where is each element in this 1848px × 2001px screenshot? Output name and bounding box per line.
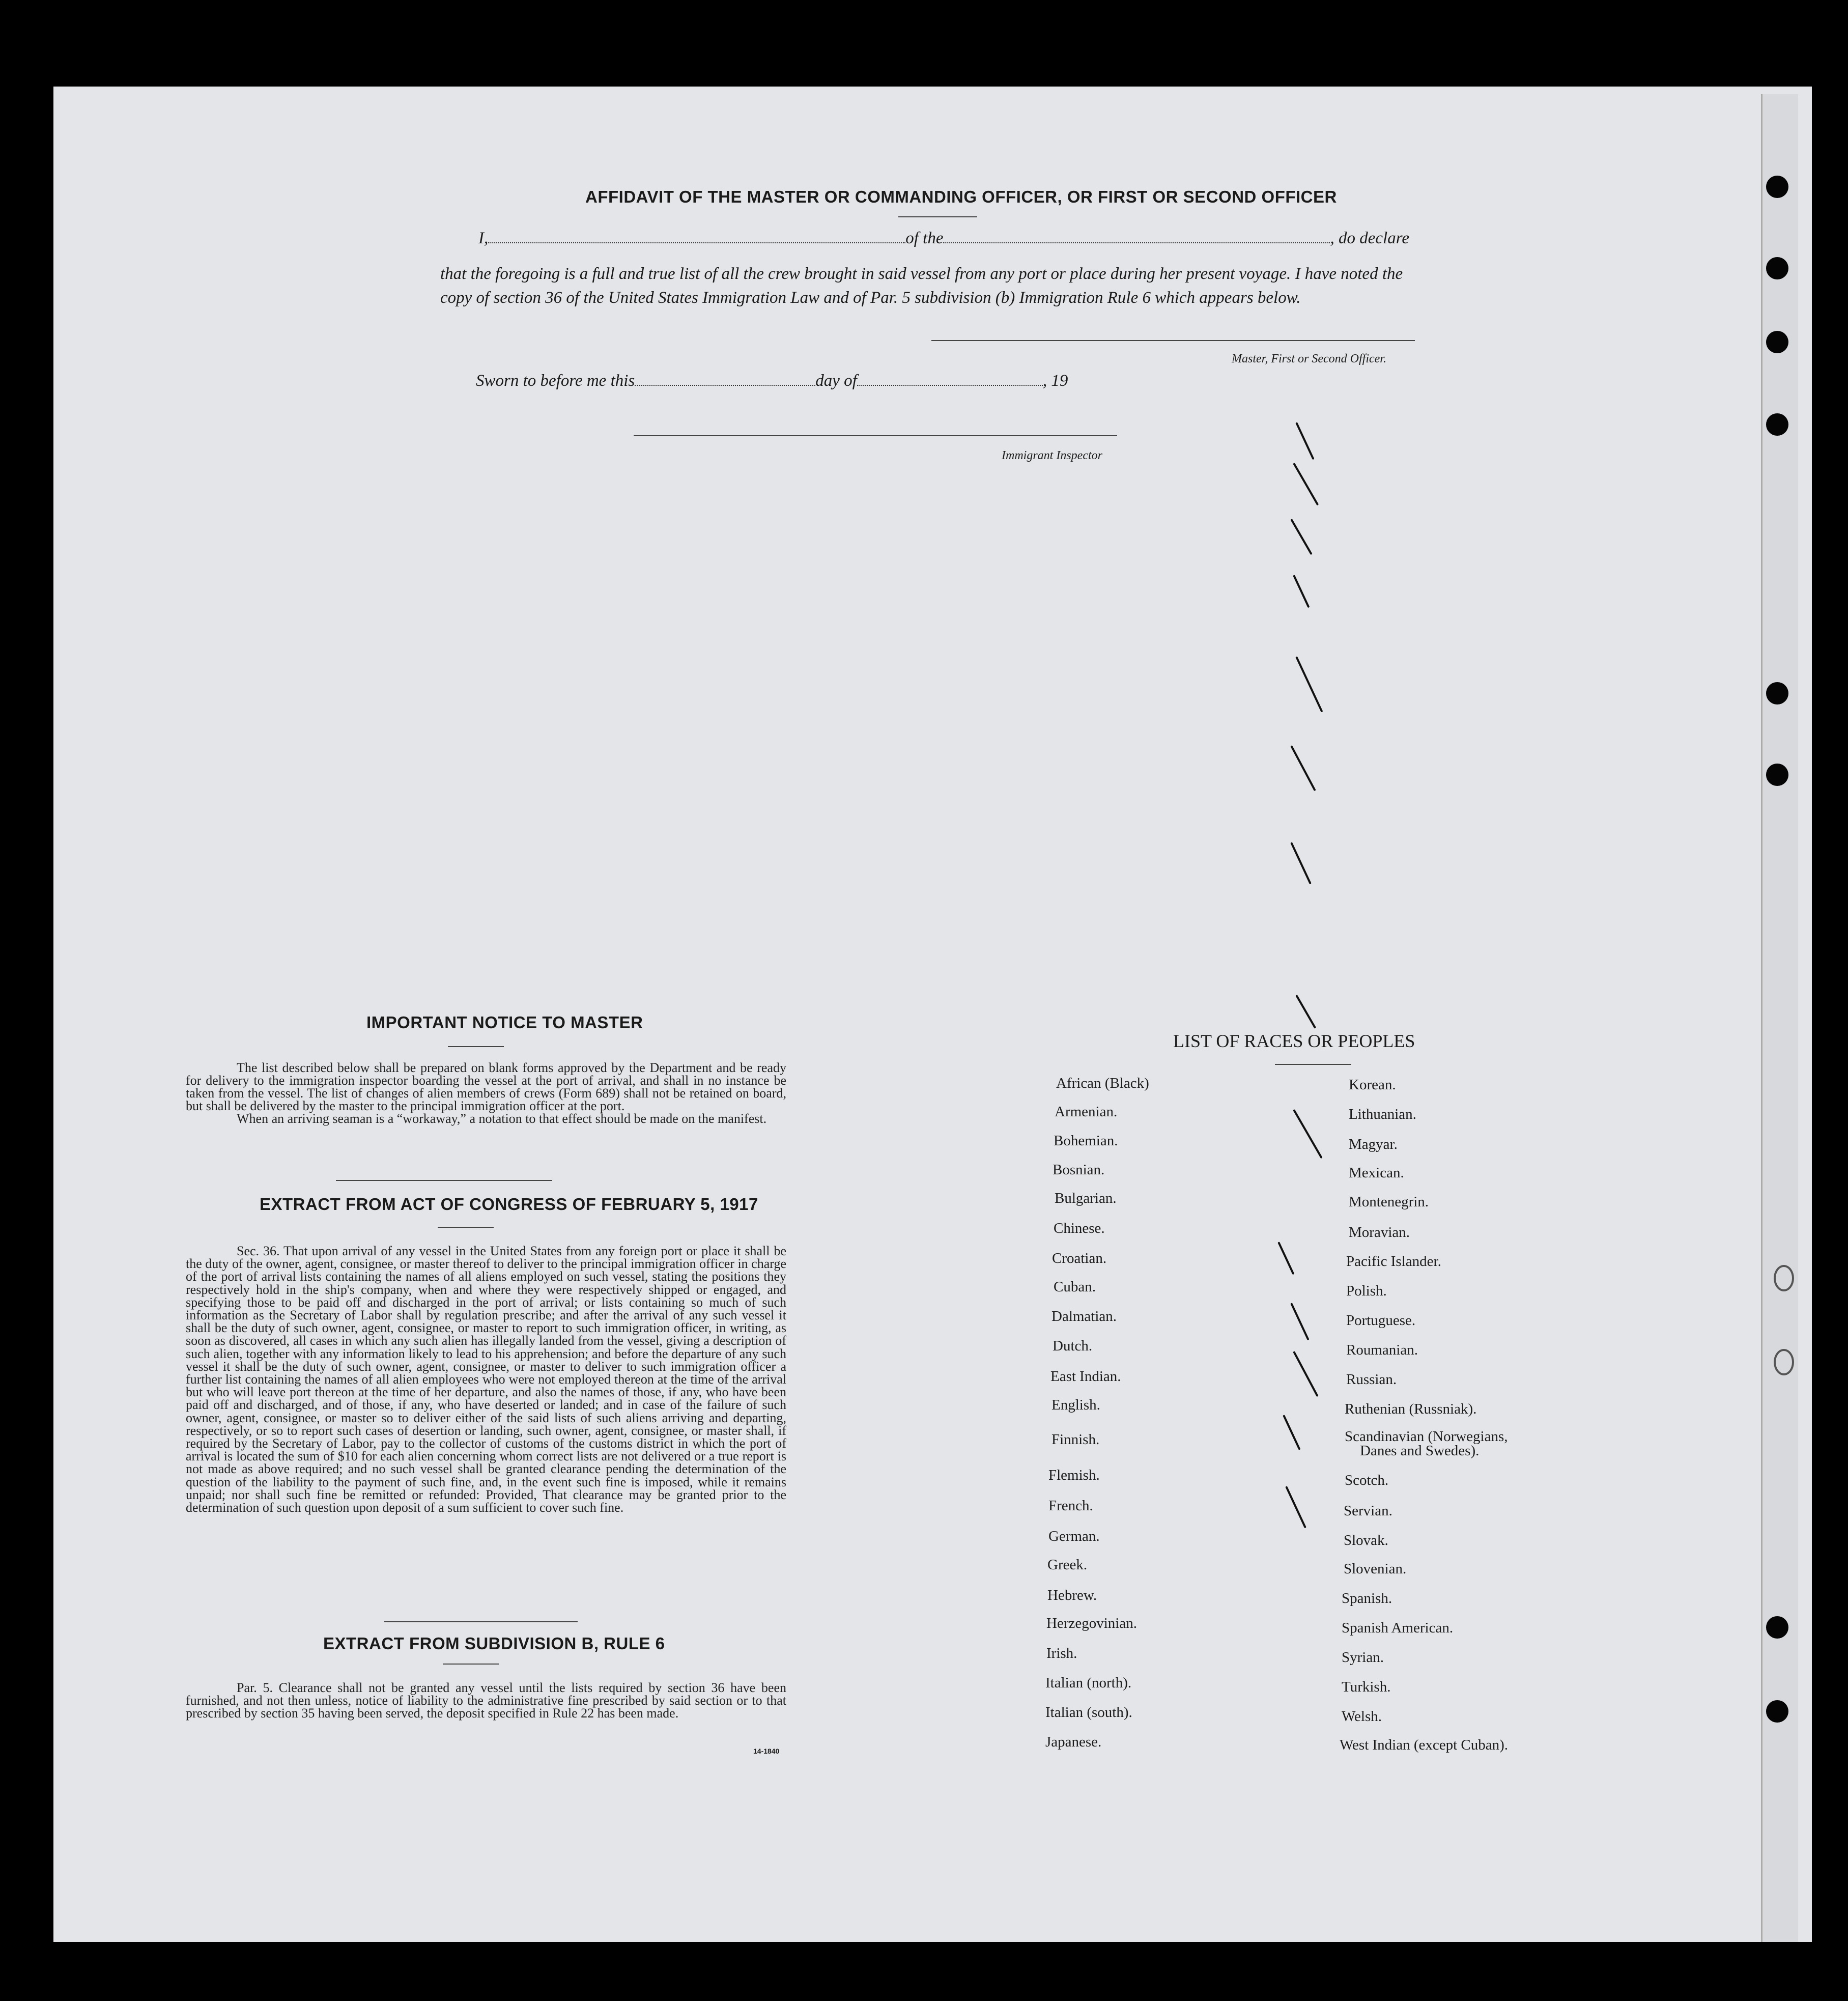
race-item: Syrian. xyxy=(1342,1649,1384,1666)
binder-hole xyxy=(1766,176,1788,198)
binder-hole xyxy=(1766,682,1788,704)
race-item: Spanish American. xyxy=(1342,1620,1454,1636)
race-item: Spanish. xyxy=(1342,1590,1392,1607)
races-title: LIST OF RACES OR PEOPLES xyxy=(1173,1031,1415,1051)
race-item: Slovak. xyxy=(1344,1532,1388,1548)
rule-title: EXTRACT FROM SUBDIVISION B, RULE 6 xyxy=(323,1634,665,1653)
race-item: Slovenian. xyxy=(1344,1561,1407,1577)
race-item: Montenegrin. xyxy=(1349,1194,1429,1210)
race-item: French. xyxy=(1048,1498,1093,1514)
affidavit-line-2: that the foregoing is a full and true list of all the crew brought in said vessel from any port or place during her present voyage. I have noted the xyxy=(440,265,1403,283)
act-title: EXTRACT FROM ACT OF CONGRESS OF FEBRUARY 5, 1917 xyxy=(260,1195,758,1214)
race-item: Herzegovinian. xyxy=(1046,1615,1137,1631)
race-item: Irish. xyxy=(1046,1645,1077,1661)
race-item: Moravian. xyxy=(1349,1224,1410,1241)
inspector-signature-line[interactable] xyxy=(634,435,1117,436)
binder-hole xyxy=(1774,1349,1794,1375)
race-item: Dutch. xyxy=(1053,1338,1093,1354)
divider xyxy=(336,1180,552,1181)
race-item: East Indian. xyxy=(1050,1368,1121,1385)
sworn-month-field[interactable] xyxy=(857,385,1043,386)
divider xyxy=(384,1621,578,1622)
race-item: English. xyxy=(1051,1397,1100,1413)
sworn-year-label: , 19 xyxy=(1042,372,1068,390)
sworn-prefix: Sworn to before me this xyxy=(476,372,635,390)
race-item: African (Black) xyxy=(1056,1075,1149,1091)
race-item: Japanese. xyxy=(1045,1734,1102,1750)
race-item: Turkish. xyxy=(1342,1679,1391,1695)
race-item: Roumanian. xyxy=(1346,1342,1418,1358)
race-item: Welsh. xyxy=(1342,1708,1382,1725)
race-item: Italian (north). xyxy=(1045,1675,1132,1691)
race-item: Bosnian. xyxy=(1053,1162,1105,1178)
notice-paragraph-1: The list described below shall be prepared on blank forms approved by the Department and be ready for delivery to the immigration inspector boarding the vessel at the port of arrival, and shall in no instance be taken from the vessel. The list of changes of alien members of crews (Form 689) shall not be retained on board, but shall be delivered by the master to the principal immigration officer at the port. xyxy=(186,1060,786,1113)
race-item: Mexican. xyxy=(1349,1165,1404,1181)
signature-label: Master, First or Second Officer. xyxy=(1232,352,1386,365)
rule-text xyxy=(186,1681,786,1720)
race-item: Cuban. xyxy=(1054,1279,1096,1295)
race-item: Flemish. xyxy=(1048,1467,1100,1483)
race-item: German. xyxy=(1048,1528,1100,1544)
race-item: Bohemian. xyxy=(1054,1133,1118,1149)
race-item: Danes and Swedes). xyxy=(1360,1443,1480,1459)
race-item: Croatian. xyxy=(1052,1250,1107,1266)
race-item: Dalmatian. xyxy=(1051,1308,1117,1324)
race-item: Greek. xyxy=(1047,1557,1088,1573)
page-edge xyxy=(1761,94,1798,1942)
sworn-day-label: day of xyxy=(815,372,857,390)
race-item: West Indian (except Cuban). xyxy=(1340,1737,1509,1753)
race-item: Lithuanian. xyxy=(1349,1106,1416,1122)
binder-hole xyxy=(1766,764,1788,786)
binder-hole xyxy=(1766,1616,1788,1639)
declare-label: , do declare xyxy=(1330,229,1409,247)
race-item: Armenian. xyxy=(1055,1104,1118,1120)
divider xyxy=(448,1046,504,1047)
race-item: Korean. xyxy=(1349,1077,1396,1093)
act-section-36: Sec. 36. That upon arrival of any vessel in the United States from any foreign port or place it shall be the duty of the owner, agent, consignee, or master thereof to deliver to the principal immigration officer in charge of the port of arrival lists containing the names of all aliens employed on such vessel, stating the positions they respectively hold in the ship's company, when and where they were respectively shipped or engaged, and specifying those to be paid off and discharged in the port of arrival; or lists containing so much of such information as the Secretary of Labor shall by regulation prescribe; and after the arrival of any such vessel it shall be the duty of such owner, agent, consignee, or master to report to such immigration officer, in writing, as soon as discovered, all cases in which any such alien has illegally landed from the vessel, giving a description of such alien, together with any information likely to lead to his apprehension; and before the departure of any such vessel it shall be the duty of such owner, agent, consignee, or master to deliver to such immigration officer a further list containing the names of all alien employees who were not employed thereon at the time of the arrival but who will leave port thereon at the time of her departure, and also the names of those, if any, who have been paid off and discharged, and of those, if any, who have deserted or landed; and in case of the failure of such owner, agent, consignee, or master so to deliver either of the said lists of such aliens arriving and departing, respectively, or so to report such cases of desertion or landing, such owner, agent, consignee, or master shall, if required by the Secretary of Labor, pay to the collector of customs of the customs district in which the port of arrival is located the sum of $10 for each alien concerning whom correct lists are not delivered or a true report is not made as above required; and no such vessel shall be granted clearance pending the determination of the question of the liability to the payment of such fine, and, in the event such fine is imposed, while it remains unpaid; nor shall such fine be remitted or refunded: Provided, That clearance may be granted prior to the determination of such question upon deposit of a sum sufficient to cover such fine. xyxy=(186,1244,786,1515)
rule-paragraph: Par. 5. Clearance shall not be granted any vessel until the lists required by section 36 have been furnished, and not then unless, notice of liability to the administrative fine prescribed by said section or to that prescribed by section 35 having been served, the deposit specified in Rule 22 has been made. xyxy=(186,1680,786,1721)
notice-text xyxy=(186,1061,786,1125)
race-item: Ruthenian (Russniak). xyxy=(1345,1401,1477,1417)
binder-hole xyxy=(1766,413,1788,436)
affidavit-line-3: copy of section 36 of the United States Immigration Law and of Par. 5 subdivision (b) Immigration Rule 6 which appears below. xyxy=(440,289,1301,307)
race-item: Finnish. xyxy=(1051,1431,1100,1448)
divider xyxy=(443,1664,499,1665)
race-item: Pacific Islander. xyxy=(1346,1253,1441,1270)
race-item: Italian (south). xyxy=(1045,1704,1132,1721)
race-item: Portuguese. xyxy=(1346,1312,1416,1329)
binder-hole xyxy=(1766,257,1788,279)
race-item: Magyar. xyxy=(1349,1136,1398,1152)
declarant-prefix: I, xyxy=(478,229,489,247)
vessel-name-field[interactable] xyxy=(943,242,1330,243)
notice-paragraph-2: When an arriving seaman is a “workaway,” a notation to that effect should be made on the manifest. xyxy=(237,1111,767,1126)
binder-hole xyxy=(1774,1265,1794,1291)
race-item: Bulgarian. xyxy=(1055,1190,1117,1206)
declarant-of-label: of the xyxy=(905,229,944,247)
act-text xyxy=(186,1245,786,1514)
form-number: 14-1840 xyxy=(753,1747,780,1755)
inspector-label: Immigrant Inspector xyxy=(1002,449,1102,462)
divider xyxy=(898,216,977,217)
sworn-date-field[interactable] xyxy=(635,385,815,386)
race-item: Russian. xyxy=(1346,1371,1397,1388)
declarant-line xyxy=(478,229,1409,248)
race-item: Scandinavian (Norwegians, xyxy=(1345,1428,1508,1445)
race-item: Scotch. xyxy=(1345,1472,1389,1488)
signature-line[interactable] xyxy=(931,340,1415,341)
binder-hole xyxy=(1766,331,1788,353)
divider xyxy=(438,1227,494,1228)
race-item: Polish. xyxy=(1346,1283,1387,1299)
race-item: Servian. xyxy=(1344,1503,1392,1519)
race-item: Chinese. xyxy=(1054,1220,1105,1236)
declarant-name-field[interactable] xyxy=(488,242,905,243)
affidavit-title: AFFIDAVIT OF THE MASTER OR COMMANDING OFFICER, OR FIRST OR SECOND OFFICER xyxy=(585,187,1337,206)
document-page xyxy=(53,87,1812,1942)
notice-title: IMPORTANT NOTICE TO MASTER xyxy=(366,1013,643,1032)
binder-hole xyxy=(1766,1700,1788,1723)
divider xyxy=(1275,1064,1351,1065)
sworn-line xyxy=(476,372,1068,390)
race-item: Hebrew. xyxy=(1047,1587,1097,1603)
